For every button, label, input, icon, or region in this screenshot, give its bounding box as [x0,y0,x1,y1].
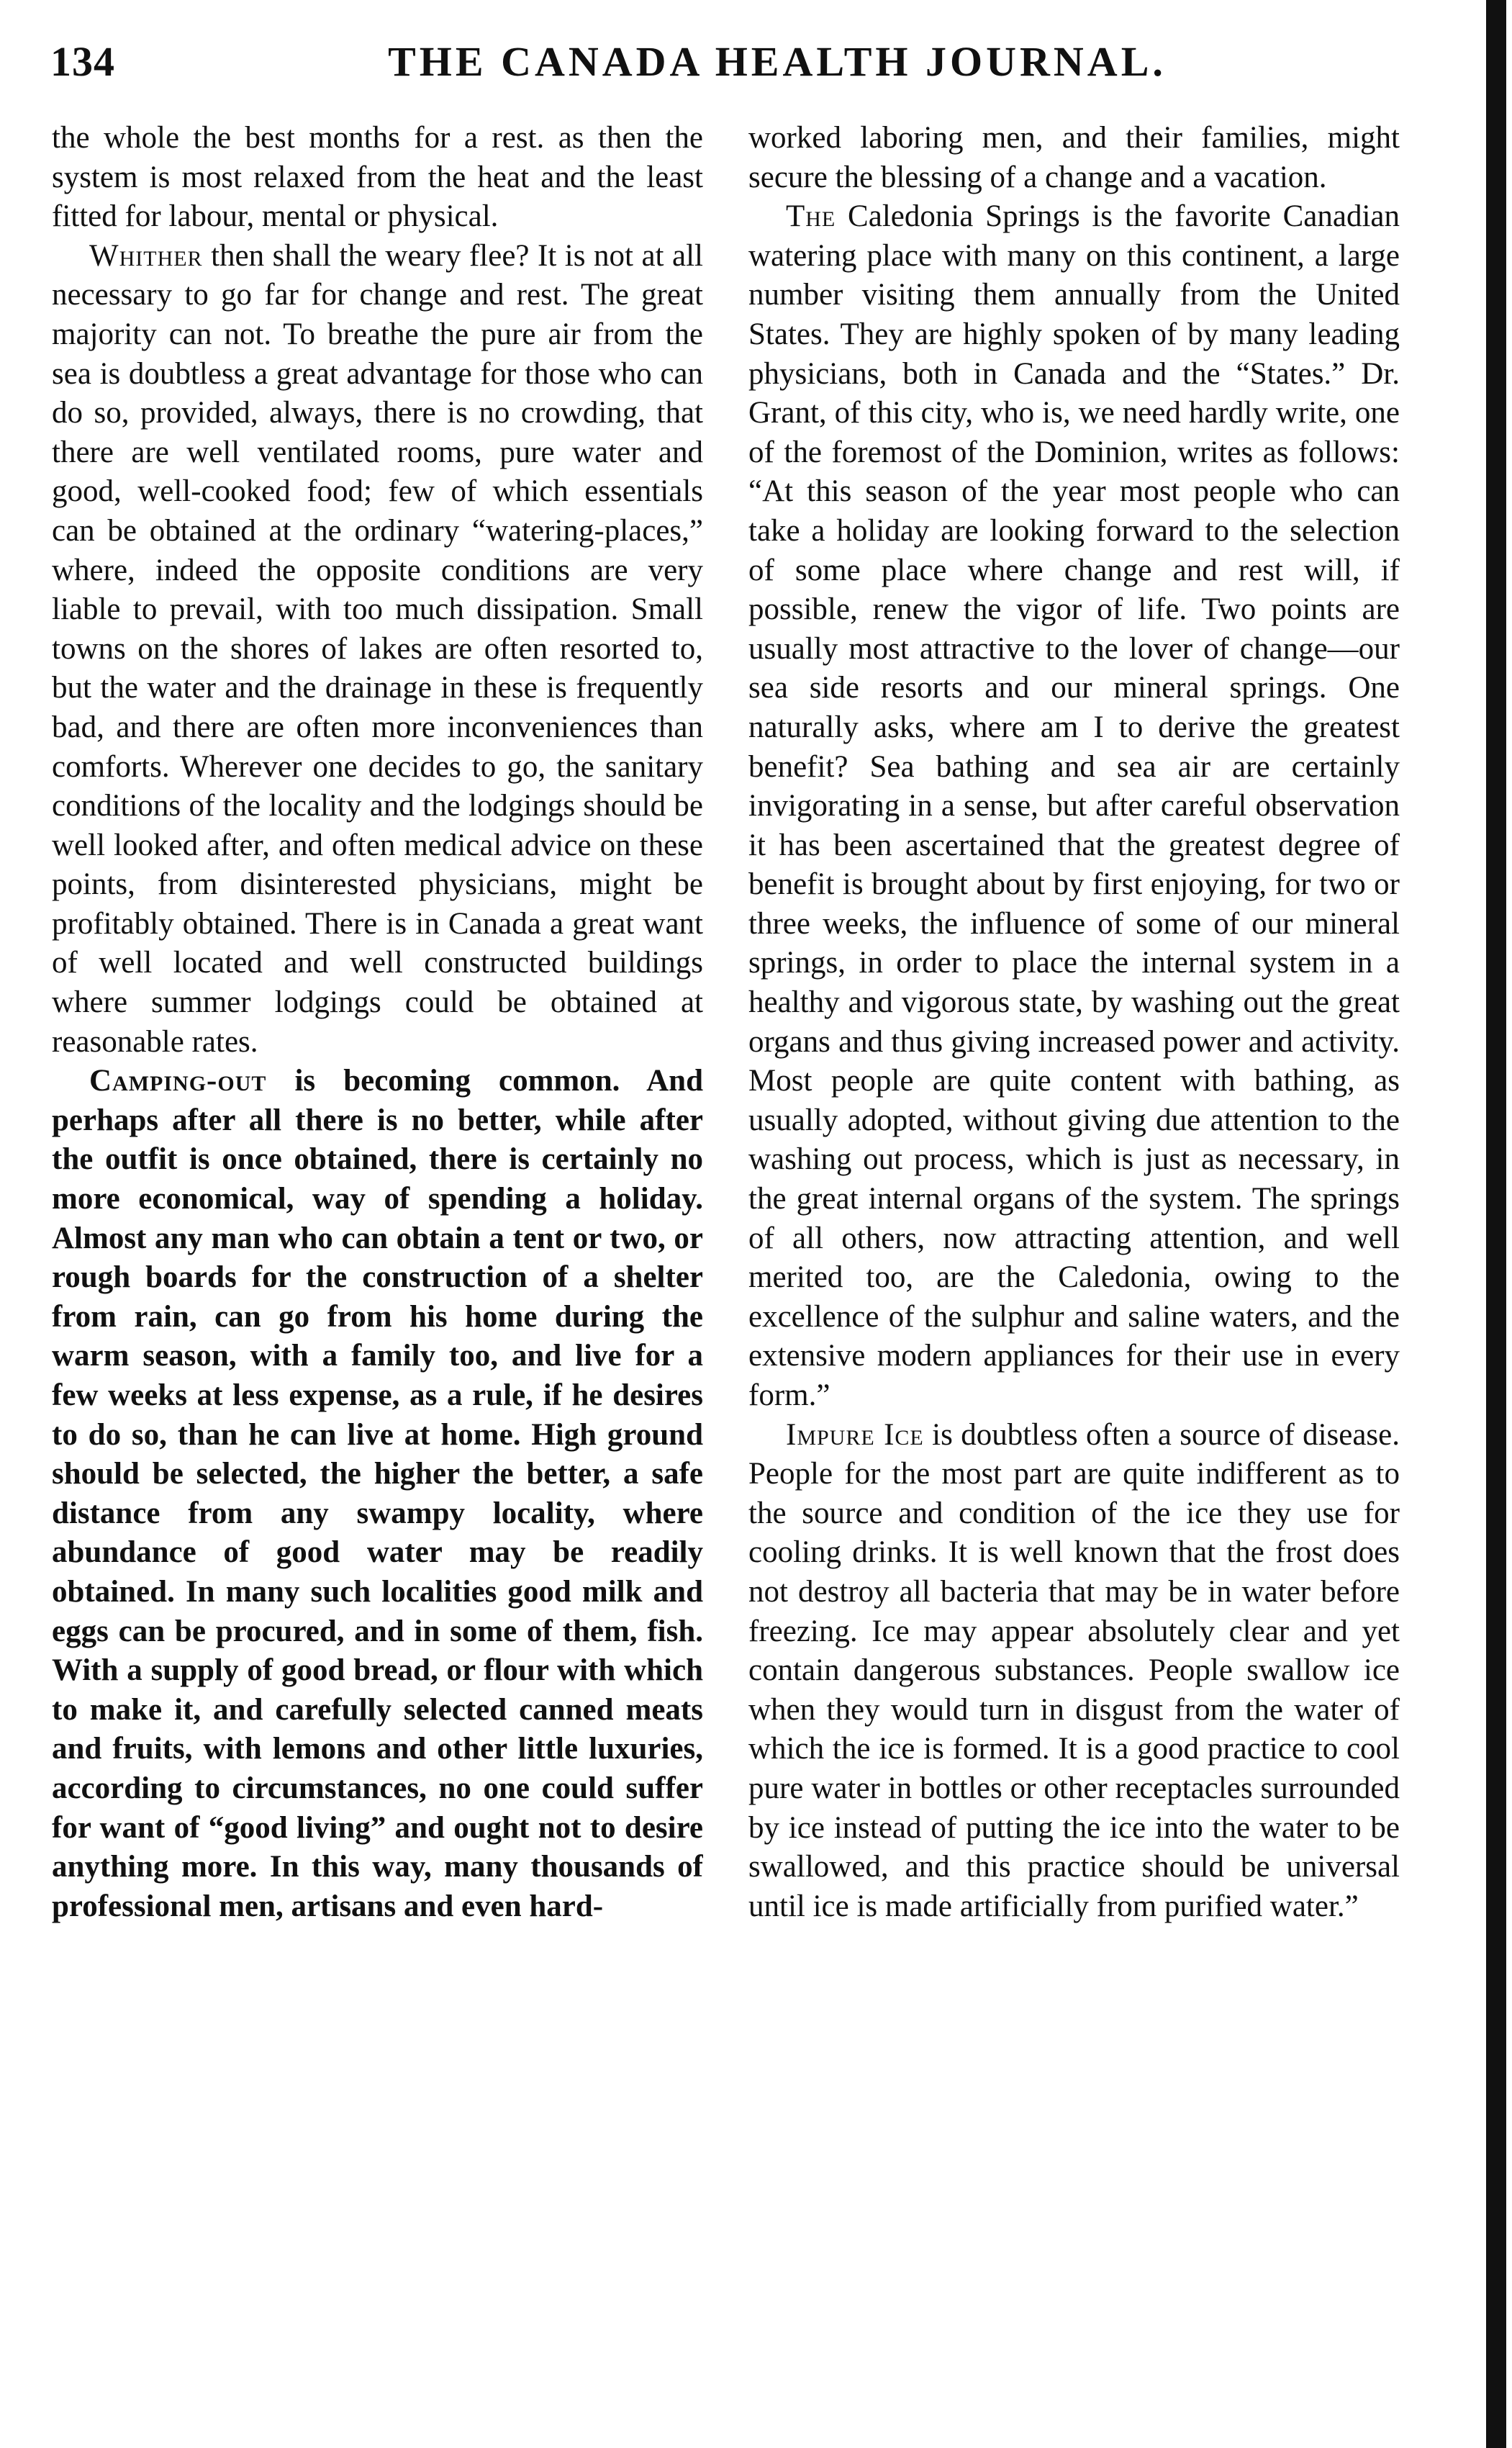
paragraph-caledonia-springs [748,197,1400,1415]
paragraph-text: Caledonia Springs is the favorite Canadian watering place with many on this continent, a large number visiting them annually from the United States. They are highly spoken of by many leading physicians, both in Canada and the “States.” Dr. Grant, of this city, who is, we need hardly write, one of the foremost of the Dominion, writes as follows: “At this season of the year most people who can take a holiday are looking forward to the selection of some place where change and rest will, if possible, renew the vigor of life. Two points are usually most attractive to the lover of change—our sea side resorts and our mineral springs. One naturally asks, where am I to derive the greatest benefit? Sea bathing and sea air are certainly invigorating in a sense, but after careful observation it has been ascertained that the greatest degree of benefit is brought about by first enjoying, for two or three weeks, the influence of some of our mineral springs, in order to place the internal system in a healthy and vigorous state, by washing out the great organs and thus giving increased power and activity. Most people are quite content with bathing, as usually adopted, without giving due attention to the washing out process, which is just as necessary, in the great internal organs of the system. The springs of all others, now attracting attention, and well merited too, are the Caledonia, owing to the excellence of the sulphur and saline waters, and the extensive modern appliances for their use in every form.” [748,199,1400,1412]
paragraph-camping-out [52,1062,703,1926]
paragraph-lead: Impure Ice [786,1417,924,1452]
page-number: 134 [50,38,115,85]
paragraph-text: is doubtless often a source of disease. People for the most part are quite indifferent as to the source and condition of the ice they use for cooling drinks. It is well known that the frost does not destroy all bacteria that may be in water before freezing. Ice may appear absolutely clear and yet contain dangerous substances. People swallow ice when they would turn in disgust from the water of which the ice is formed. It is a good practice to cool pure water in bottles or other receptacles surrounded by ice instead of putting the ice into the water to be swallowed, and this practice should be universal until ice is made artificially from purified water.” [748,1417,1400,1923]
right-column [748,119,1400,2321]
page-edge-rule [1486,0,1506,2448]
paragraph-impure-ice [748,1416,1400,1927]
paragraph-lead: Camping-out [89,1064,267,1098]
left-column [52,119,703,2321]
paragraph-text: then shall the weary flee? It is not at all necessary to go far for change and rest. The great majority can not. To breathe the pure air from the sea is doubtless a great advantage for those who can do so, provided, always, there is no crowding, that there are well ventilated rooms, pure water and good, well-cooked food; few of which essentials can be obtained at the ordinary “watering-places,” where, indeed the opposite conditions are very liable to prevail, with too much dissipation. Small towns on the shores of lakes are often resorted to, but the water and the drainage in these is frequently bad, and there are often more inconveniences than comforts. Wherever one decides to go, the sanitary conditions of the locality and the lodgings should be well looked after, and often medical advice on these points, from disinterested physicians, might be profitably obtained. There is in Canada a great want of well located and well constructed buildings where summer lodgings could be obtained at reasonable rates. [52,238,703,1059]
paragraph-whither [52,237,703,1062]
paragraph-lead: Whither [89,238,203,273]
running-head: THE CANADA HEALTH JOURNAL. [388,38,1167,85]
page-header [50,37,1411,88]
paragraph-text: is becoming common. And perhaps after all there is no better, while after the outfit is once obtained, there is certainly no more economical, way of spending a holiday. Almost any man who can obtain a tent or two, or rough boards for the construction of a shelter from rain, can go from his home during the warm season, with a family too, and live for a few weeks at less expense, as a rule, if he desires to do so, than he can live at home. High ground should be selected, the higher the better, a safe distance from any swampy locality, where abundance of good water may be readily obtained. In many such localities good milk and eggs can be procured, and in some of them, fish. With a supply of good bread, or flour with which to make it, and carefully selected canned meats and fruits, with lemons and other little luxuries, according to circumstances, no one could suffer for want of “good living” and ought not to desire anything more. In this way, many thousands of professional men, artisans and even hard- [52,1064,703,1923]
paragraph-continued: the whole the best months for a rest. as then the system is most relaxed from the heat and the least fitted for labour, mental or physical. [52,121,703,234]
paragraph-continued: worked laboring men, and their families, might secure the blessing of a change and a vacation. [748,121,1400,194]
paragraph-lead: The [786,199,836,234]
